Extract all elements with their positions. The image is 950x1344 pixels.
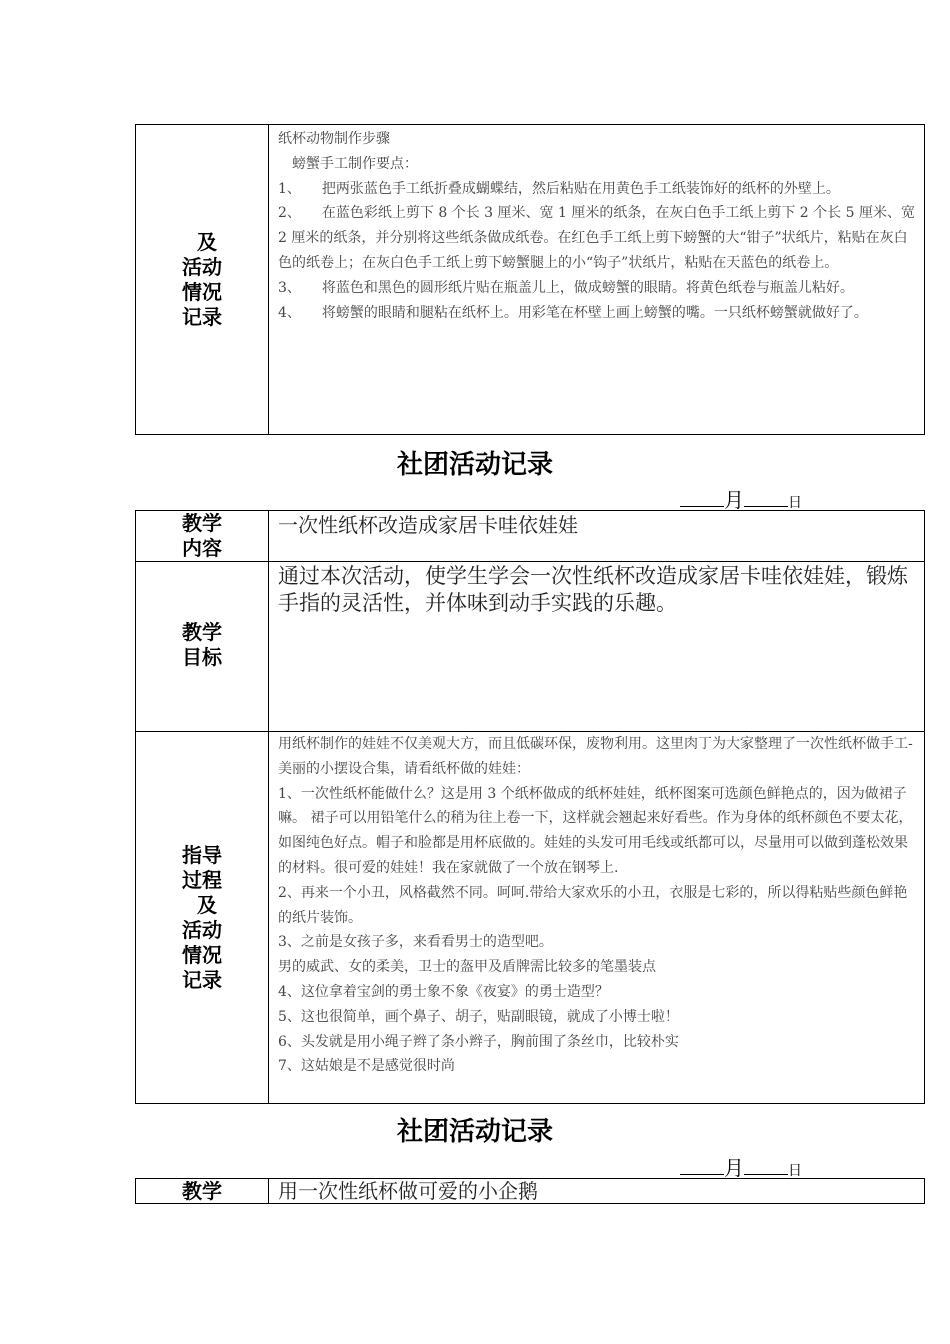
content-row bbox=[136, 1179, 924, 1203]
guide-item: 3、之前是女孩子多，来看看男士的造型吧。 bbox=[278, 934, 553, 951]
activity-record-label: 及 活动 情况 记录 bbox=[136, 125, 269, 434]
guide-item: 1、一次性纸杯能做什么？这是用 3 个纸杯做成的纸杯娃娃，纸杯图案可选颜色鲜艳点的，因为做裙子嘛。 裙子可以用铅笔什么的稍为往上卷一下，这样就会翘起来好看些。作为身体的纸杯颜色不要太花，如图纯色好点。帽子和脸都是用杯底做的。娃娃的头发可用毛线或纸都可以，尽量用可以做到蓬松效果的材料。很可爱的娃娃！我在家就做了一个放在钢琴上. bbox=[278, 785, 913, 876]
month-blank bbox=[680, 488, 724, 507]
date-line: 月 日 bbox=[680, 484, 802, 513]
content-label: 教学 bbox=[136, 1179, 269, 1203]
day-blank bbox=[744, 488, 788, 507]
page-title: 社团活动记录 bbox=[396, 450, 553, 480]
guide-content bbox=[269, 732, 924, 1103]
crab-heading: 螃蟹手工制作要点： bbox=[292, 155, 418, 172]
goal-value: 通过本次活动，使学生学会一次性纸杯改造成家居卡哇依娃娃，锻炼手指的灵活性，并体味到动手实践的乐趣。 bbox=[278, 564, 908, 615]
activity-record-table-1 bbox=[135, 124, 925, 435]
content-row bbox=[136, 511, 924, 561]
guide-item: 4、这位拿着宝剑的勇士象不象《夜宴》的勇士造型？ bbox=[278, 983, 609, 1000]
step-4: 4、 将螃蟹的眼睛和腿粘在纸杯上。用彩笔在杯壁上画上螃蟹的嘴。一只纸杯螃蟹就做好了。 bbox=[278, 304, 868, 321]
guide-label: 指导 过程 及 活动 情况 记录 bbox=[136, 732, 269, 1103]
steps-heading: 纸杯动物制作步骤 bbox=[278, 131, 390, 147]
guide-item: 男的威武、女的柔美，卫士的盔甲及盾牌需比较多的笔墨装点 bbox=[278, 959, 656, 976]
guide-item: 6、头发就是用小绳子辫了条小辫子，胸前围了条丝巾，比较朴实 bbox=[278, 1033, 679, 1050]
goal-label: 教学 目标 bbox=[136, 562, 269, 731]
content-value: 一次性纸杯改造成家居卡哇依娃娃 bbox=[278, 513, 578, 537]
day-blank bbox=[744, 1156, 788, 1175]
month-blank bbox=[680, 1156, 724, 1175]
date-line: 月 日 bbox=[680, 1152, 802, 1181]
crab-steps-content bbox=[269, 125, 924, 434]
guide-item: 5、这也很简单，画个鼻子、胡子，贴副眼镜，就成了小博士啦！ bbox=[278, 1008, 679, 1025]
guide-item: 7、这姑娘是不是感觉很时尚 bbox=[278, 1058, 455, 1075]
page-title: 社团活动记录 bbox=[396, 1117, 553, 1147]
activity-record-row bbox=[136, 125, 924, 434]
goal-row bbox=[136, 561, 924, 731]
content-value: 用一次性纸杯做可爱的小企鹅 bbox=[278, 1179, 538, 1203]
guide-item: 2、再来一个小丑，风格截然不同。呵呵.带给大家欢乐的小丑，衣服是七彩的，所以得粘贴些颜色鲜艳的纸片装饰。 bbox=[278, 884, 908, 926]
step-2: 2、 在蓝色彩纸上剪下 8 个长 3 厘米、宽 1 厘米的纸条，在灰白色手工纸上剪下 2 个长 5 厘米、宽 2 厘米的纸条，并分别将这些纸条做成纸卷。在红色手工纸上剪下螃蟹的大“钳子”状纸片，粘贴在灰白色的纸卷上；在灰白色手工纸上剪下螃蟹腿上的小“钩子”状纸片，粘贴在天蓝色的纸卷上。 bbox=[278, 205, 915, 271]
activity-record-table-3 bbox=[135, 1178, 925, 1204]
step-3: 3、 将蓝色和黑色的圆形纸片贴在瓶盖儿上，做成螃蟹的眼睛。将黄色纸卷与瓶盖儿粘好。 bbox=[278, 279, 854, 296]
guide-intro: 用纸杯制作的娃娃不仅美观大方，而且低碳环保，废物利用。这里肉丁为大家整理了一次性纸杯做手工-美丽的小摆设合集，请看纸杯做的娃娃： bbox=[278, 736, 913, 777]
step-1: 1、 把两张蓝色手工纸折叠成蝴蝶结，然后粘贴在用黄色手工纸装饰好的纸杯的外壁上。 bbox=[278, 180, 840, 197]
content-label: 教学 内容 bbox=[136, 511, 269, 561]
guide-row bbox=[136, 731, 924, 1103]
activity-record-table-2 bbox=[135, 510, 925, 1104]
